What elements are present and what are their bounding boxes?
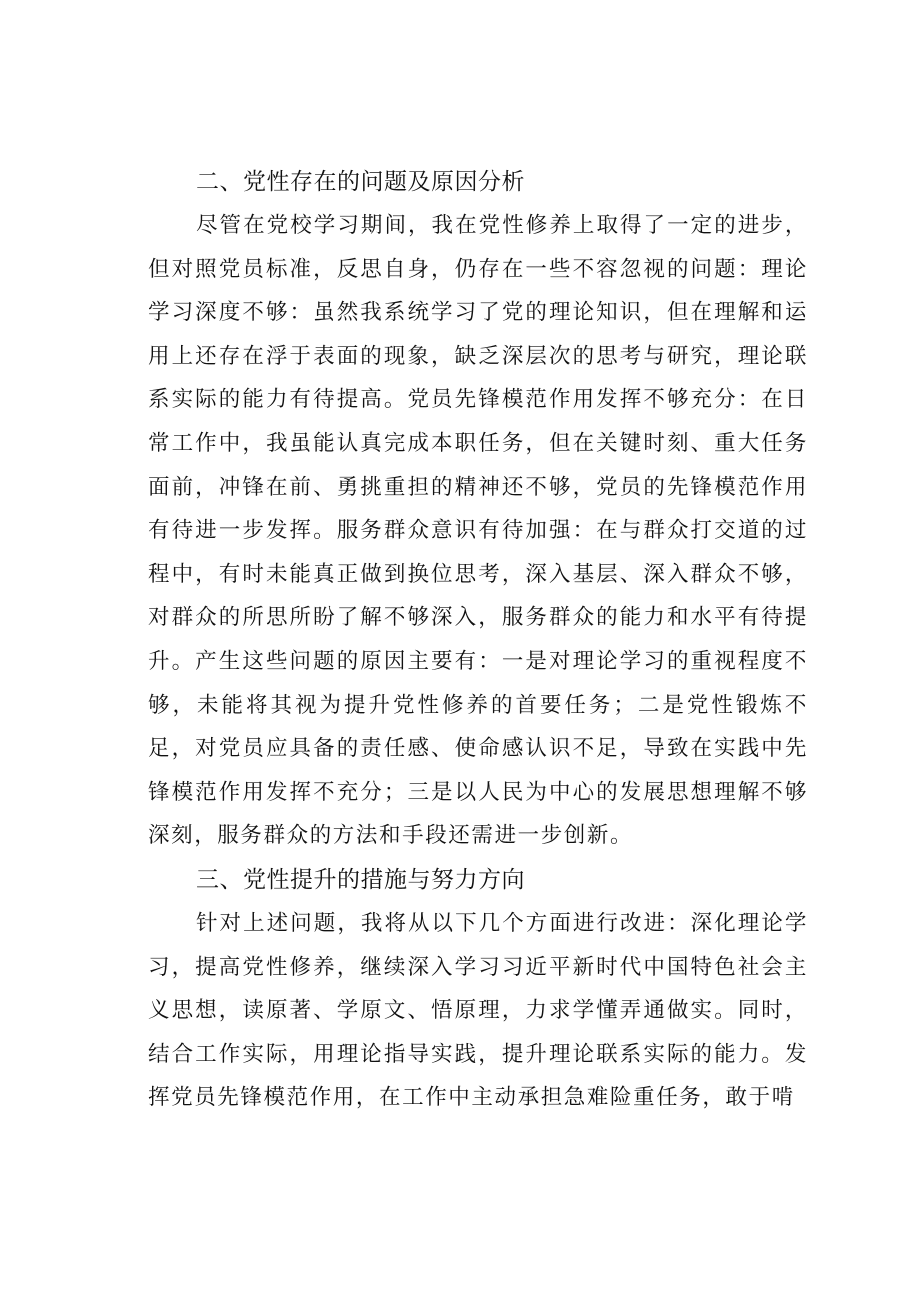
document-body [148, 160, 808, 1120]
section-heading-measures: 三、党性提升的措施与努力方向 [196, 867, 525, 893]
section-heading-problems: 二、党性存在的问题及原因分析 [196, 169, 525, 195]
section-paragraph-problems: 尽管在党校学习期间，我在党性修养上取得了一定的进步，但对照党员标准，反思自身，仍存在一些不容忽视的问题：理论学习深度不够：虽然我系统学习了党的理论知识，但在理解和运用上还存在浮于表面的现象，缺乏深层次的思考与研究，理论联系实际的能力有待提高。党员先锋模范作用发挥不够充分：在日常工作中，我虽能认真完成本职任务，但在关键时刻、重大任务面前，冲锋在前、勇挑重担的精神还不够，党员的先锋模范作用有待进一步发挥。服务群众意识有待加强：在与群众打交道的过程中，有时未能真正做到换位思考，深入基层、深入群众不够，对群众的所思所盼了解不够深入，服务群众的能力和水平有待提升。产生这些问题的原因主要有：一是对理论学习的重视程度不够，未能将其视为提升党性修养的首要任务；二是党性锻炼不足，对党员应具备的责任感、使命感认识不足，导致在实践中先锋模范作用发挥不充分；三是以人民为中心的发展思想理解不够深刻，服务群众的方法和手段还需进一步创新。 [148, 213, 808, 849]
section-paragraph-measures: 针对上述问题，我将从以下几个方面进行改进：深化理论学习，提高党性修养，继续深入学习习近平新时代中国特色社会主义思想，读原著、学原文、悟原理，力求学懂弄通做实。同时，结合工作实际，用理论指导实践，提升理论联系实际的能力。发挥党员先锋模范作用，在工作中主动承担急难险重任务，敢于啃 [148, 911, 808, 1111]
